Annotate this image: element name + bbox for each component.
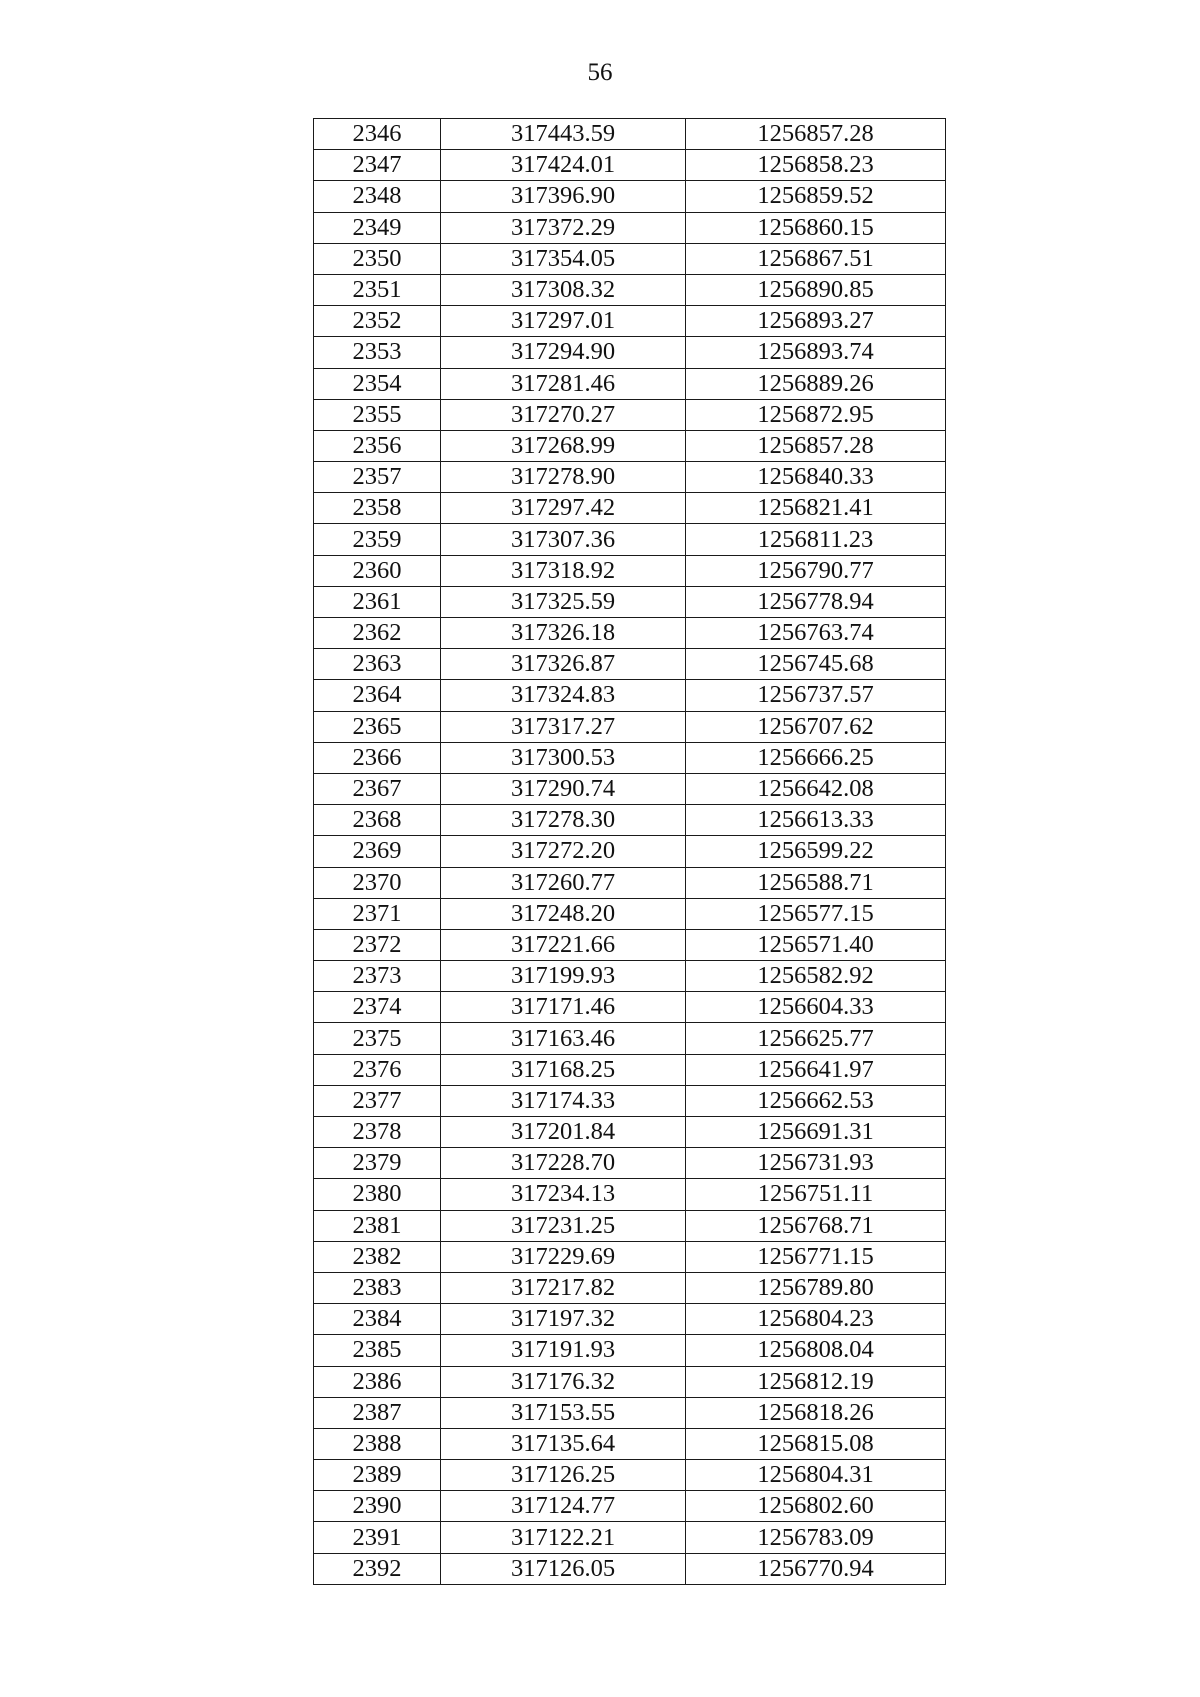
table-row (314, 337, 946, 368)
x-coordinate-cell: 317297.01 (441, 306, 686, 337)
table-row (314, 1491, 946, 1522)
point-number-cell: 2351 (314, 274, 441, 305)
y-coordinate-cell: 1256867.51 (686, 243, 946, 274)
y-coordinate-cell: 1256789.80 (686, 1272, 946, 1303)
y-coordinate-cell: 1256613.33 (686, 805, 946, 836)
x-coordinate-cell: 317396.90 (441, 181, 686, 212)
point-number-cell: 2374 (314, 992, 441, 1023)
point-number-cell: 2391 (314, 1522, 441, 1553)
table-row (314, 586, 946, 617)
y-coordinate-cell: 1256893.27 (686, 306, 946, 337)
x-coordinate-cell: 317234.13 (441, 1179, 686, 1210)
point-number-cell: 2368 (314, 805, 441, 836)
y-coordinate-cell: 1256802.60 (686, 1491, 946, 1522)
y-coordinate-cell: 1256662.53 (686, 1085, 946, 1116)
y-coordinate-cell: 1256691.31 (686, 1117, 946, 1148)
point-number-cell: 2386 (314, 1366, 441, 1397)
x-coordinate-cell: 317372.29 (441, 212, 686, 243)
table-row (314, 618, 946, 649)
x-coordinate-cell: 317424.01 (441, 150, 686, 181)
table-row (314, 462, 946, 493)
y-coordinate-cell: 1256588.71 (686, 867, 946, 898)
table-row (314, 274, 946, 305)
table-row (314, 119, 946, 150)
x-coordinate-cell: 317124.77 (441, 1491, 686, 1522)
table-row (314, 805, 946, 836)
y-coordinate-cell: 1256783.09 (686, 1522, 946, 1553)
point-number-cell: 2352 (314, 306, 441, 337)
y-coordinate-cell: 1256860.15 (686, 212, 946, 243)
y-coordinate-cell: 1256778.94 (686, 586, 946, 617)
table-row (314, 836, 946, 867)
x-coordinate-cell: 317297.42 (441, 493, 686, 524)
point-number-cell: 2376 (314, 1054, 441, 1085)
table-row (314, 1085, 946, 1116)
x-coordinate-cell: 317217.82 (441, 1272, 686, 1303)
point-number-cell: 2363 (314, 649, 441, 680)
x-coordinate-cell: 317221.66 (441, 929, 686, 960)
coordinate-table (313, 118, 946, 1585)
y-coordinate-cell: 1256804.31 (686, 1460, 946, 1491)
table-row (314, 306, 946, 337)
table-row (314, 992, 946, 1023)
point-number-cell: 2367 (314, 773, 441, 804)
table-row (314, 1241, 946, 1272)
y-coordinate-cell: 1256857.28 (686, 430, 946, 461)
point-number-cell: 2358 (314, 493, 441, 524)
table-row (314, 493, 946, 524)
y-coordinate-cell: 1256808.04 (686, 1335, 946, 1366)
table-row (314, 1148, 946, 1179)
point-number-cell: 2348 (314, 181, 441, 212)
y-coordinate-cell: 1256811.23 (686, 524, 946, 555)
table-row (314, 711, 946, 742)
table-row (314, 867, 946, 898)
point-number-cell: 2360 (314, 555, 441, 586)
y-coordinate-cell: 1256745.68 (686, 649, 946, 680)
x-coordinate-cell: 317260.77 (441, 867, 686, 898)
point-number-cell: 2347 (314, 150, 441, 181)
x-coordinate-cell: 317290.74 (441, 773, 686, 804)
point-number-cell: 2388 (314, 1428, 441, 1459)
table-row (314, 1335, 946, 1366)
y-coordinate-cell: 1256812.19 (686, 1366, 946, 1397)
x-coordinate-cell: 317324.83 (441, 680, 686, 711)
x-coordinate-cell: 317176.32 (441, 1366, 686, 1397)
table-row (314, 524, 946, 555)
table-row (314, 555, 946, 586)
table-row (314, 1304, 946, 1335)
table-row (314, 773, 946, 804)
table-row (314, 1054, 946, 1085)
x-coordinate-cell: 317126.05 (441, 1553, 686, 1584)
y-coordinate-cell: 1256872.95 (686, 399, 946, 430)
x-coordinate-cell: 317317.27 (441, 711, 686, 742)
y-coordinate-cell: 1256641.97 (686, 1054, 946, 1085)
table-row (314, 399, 946, 430)
point-number-cell: 2371 (314, 898, 441, 929)
point-number-cell: 2378 (314, 1117, 441, 1148)
table-row (314, 1522, 946, 1553)
x-coordinate-cell: 317153.55 (441, 1397, 686, 1428)
point-number-cell: 2354 (314, 368, 441, 399)
table-row (314, 181, 946, 212)
y-coordinate-cell: 1256840.33 (686, 462, 946, 493)
point-number-cell: 2390 (314, 1491, 441, 1522)
point-number-cell: 2382 (314, 1241, 441, 1272)
x-coordinate-cell: 317191.93 (441, 1335, 686, 1366)
y-coordinate-cell: 1256889.26 (686, 368, 946, 399)
point-number-cell: 2392 (314, 1553, 441, 1584)
y-coordinate-cell: 1256571.40 (686, 929, 946, 960)
x-coordinate-cell: 317326.18 (441, 618, 686, 649)
y-coordinate-cell: 1256577.15 (686, 898, 946, 929)
x-coordinate-cell: 317229.69 (441, 1241, 686, 1272)
x-coordinate-cell: 317197.32 (441, 1304, 686, 1335)
point-number-cell: 2389 (314, 1460, 441, 1491)
point-number-cell: 2375 (314, 1023, 441, 1054)
table-row (314, 929, 946, 960)
table-row (314, 961, 946, 992)
point-number-cell: 2387 (314, 1397, 441, 1428)
y-coordinate-cell: 1256859.52 (686, 181, 946, 212)
y-coordinate-cell: 1256804.23 (686, 1304, 946, 1335)
point-number-cell: 2377 (314, 1085, 441, 1116)
point-number-cell: 2364 (314, 680, 441, 711)
x-coordinate-cell: 317294.90 (441, 337, 686, 368)
point-number-cell: 2359 (314, 524, 441, 555)
y-coordinate-cell: 1256707.62 (686, 711, 946, 742)
y-coordinate-cell: 1256771.15 (686, 1241, 946, 1272)
point-number-cell: 2353 (314, 337, 441, 368)
point-number-cell: 2362 (314, 618, 441, 649)
x-coordinate-cell: 317174.33 (441, 1085, 686, 1116)
x-coordinate-cell: 317135.64 (441, 1428, 686, 1459)
table-row (314, 649, 946, 680)
table-row (314, 1117, 946, 1148)
table-row (314, 1366, 946, 1397)
y-coordinate-cell: 1256751.11 (686, 1179, 946, 1210)
y-coordinate-cell: 1256599.22 (686, 836, 946, 867)
y-coordinate-cell: 1256625.77 (686, 1023, 946, 1054)
x-coordinate-cell: 317307.36 (441, 524, 686, 555)
coordinate-table-body (314, 119, 946, 1585)
y-coordinate-cell: 1256770.94 (686, 1553, 946, 1584)
table-row (314, 368, 946, 399)
point-number-cell: 2384 (314, 1304, 441, 1335)
y-coordinate-cell: 1256763.74 (686, 618, 946, 649)
point-number-cell: 2385 (314, 1335, 441, 1366)
x-coordinate-cell: 317248.20 (441, 898, 686, 929)
y-coordinate-cell: 1256604.33 (686, 992, 946, 1023)
x-coordinate-cell: 317354.05 (441, 243, 686, 274)
point-number-cell: 2361 (314, 586, 441, 617)
y-coordinate-cell: 1256768.71 (686, 1210, 946, 1241)
table-row (314, 1210, 946, 1241)
y-coordinate-cell: 1256858.23 (686, 150, 946, 181)
y-coordinate-cell: 1256642.08 (686, 773, 946, 804)
point-number-cell: 2379 (314, 1148, 441, 1179)
table-row (314, 1397, 946, 1428)
x-coordinate-cell: 317228.70 (441, 1148, 686, 1179)
x-coordinate-cell: 317268.99 (441, 430, 686, 461)
point-number-cell: 2350 (314, 243, 441, 274)
y-coordinate-cell: 1256815.08 (686, 1428, 946, 1459)
y-coordinate-cell: 1256890.85 (686, 274, 946, 305)
x-coordinate-cell: 317281.46 (441, 368, 686, 399)
y-coordinate-cell: 1256790.77 (686, 555, 946, 586)
table-row (314, 1272, 946, 1303)
point-number-cell: 2372 (314, 929, 441, 960)
point-number-cell: 2357 (314, 462, 441, 493)
point-number-cell: 2355 (314, 399, 441, 430)
x-coordinate-cell: 317201.84 (441, 1117, 686, 1148)
x-coordinate-cell: 317318.92 (441, 555, 686, 586)
point-number-cell: 2365 (314, 711, 441, 742)
x-coordinate-cell: 317270.27 (441, 399, 686, 430)
y-coordinate-cell: 1256731.93 (686, 1148, 946, 1179)
point-number-cell: 2356 (314, 430, 441, 461)
y-coordinate-cell: 1256666.25 (686, 742, 946, 773)
table-row (314, 1428, 946, 1459)
table-row (314, 680, 946, 711)
x-coordinate-cell: 317300.53 (441, 742, 686, 773)
page-number: 56 (587, 59, 613, 86)
x-coordinate-cell: 317231.25 (441, 1210, 686, 1241)
table-row (314, 212, 946, 243)
table-row (314, 898, 946, 929)
table-row (314, 1553, 946, 1584)
x-coordinate-cell: 317325.59 (441, 586, 686, 617)
x-coordinate-cell: 317326.87 (441, 649, 686, 680)
table-row (314, 1179, 946, 1210)
x-coordinate-cell: 317278.30 (441, 805, 686, 836)
point-number-cell: 2370 (314, 867, 441, 898)
x-coordinate-cell: 317171.46 (441, 992, 686, 1023)
x-coordinate-cell: 317163.46 (441, 1023, 686, 1054)
point-number-cell: 2381 (314, 1210, 441, 1241)
y-coordinate-cell: 1256737.57 (686, 680, 946, 711)
x-coordinate-cell: 317443.59 (441, 119, 686, 150)
point-number-cell: 2369 (314, 836, 441, 867)
point-number-cell: 2346 (314, 119, 441, 150)
table-row (314, 430, 946, 461)
point-number-cell: 2373 (314, 961, 441, 992)
point-number-cell: 2380 (314, 1179, 441, 1210)
y-coordinate-cell: 1256893.74 (686, 337, 946, 368)
y-coordinate-cell: 1256582.92 (686, 961, 946, 992)
y-coordinate-cell: 1256857.28 (686, 119, 946, 150)
x-coordinate-cell: 317126.25 (441, 1460, 686, 1491)
table-row (314, 243, 946, 274)
x-coordinate-cell: 317272.20 (441, 836, 686, 867)
x-coordinate-cell: 317199.93 (441, 961, 686, 992)
x-coordinate-cell: 317308.32 (441, 274, 686, 305)
point-number-cell: 2383 (314, 1272, 441, 1303)
table-row (314, 1460, 946, 1491)
point-number-cell: 2366 (314, 742, 441, 773)
y-coordinate-cell: 1256821.41 (686, 493, 946, 524)
point-number-cell: 2349 (314, 212, 441, 243)
y-coordinate-cell: 1256818.26 (686, 1397, 946, 1428)
table-row (314, 742, 946, 773)
x-coordinate-cell: 317122.21 (441, 1522, 686, 1553)
table-row (314, 1023, 946, 1054)
x-coordinate-cell: 317168.25 (441, 1054, 686, 1085)
x-coordinate-cell: 317278.90 (441, 462, 686, 493)
table-row (314, 150, 946, 181)
